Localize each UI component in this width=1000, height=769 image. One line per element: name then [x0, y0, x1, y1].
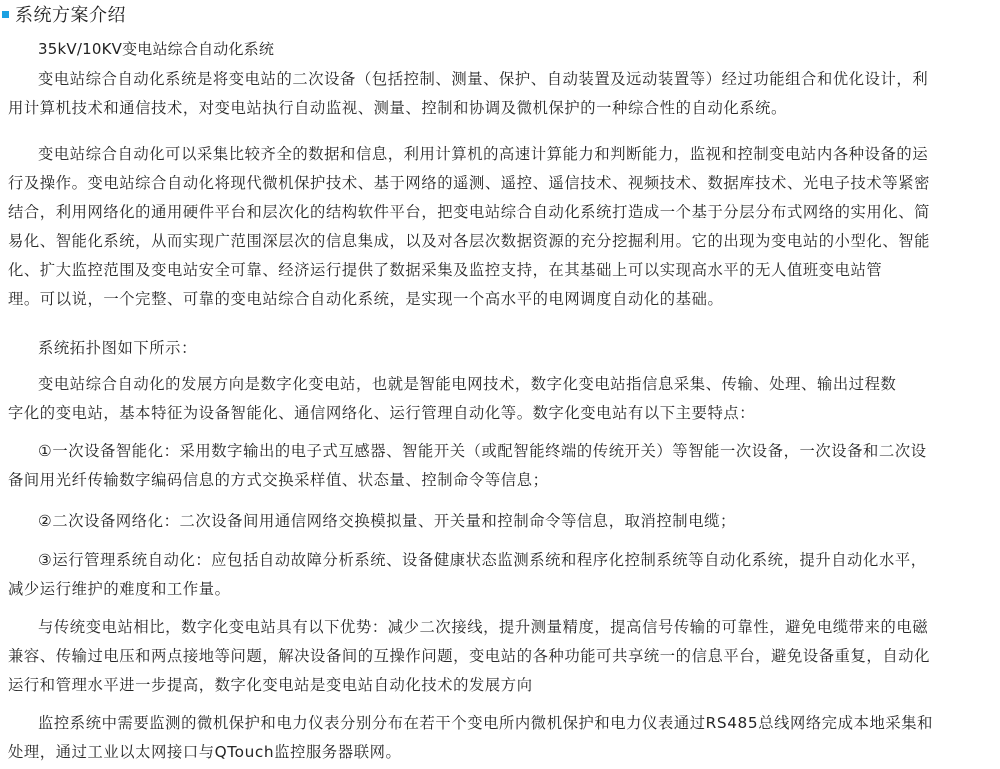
paragraph-monitoring [8, 709, 994, 767]
paragraph-line: ①一次设备智能化：采用数字输出的电子式互感器、智能开关（或配智能终端的传统开关）等智能一次设备，一次设备和二次设 [38, 442, 927, 460]
paragraph-capabilities [8, 140, 994, 314]
paragraph-line: 变电站综合自动化可以采集比较齐全的数据和信息，利用计算机的高速计算能力和判断能力，监视和控制变电站内各种设备的运 [38, 145, 929, 163]
paragraph-line: 化、扩大监控范围及变电站安全可靠、经济运行提供了数据采集及监控支持，在其基础上可以实现高水平的无人值班变电站管 [8, 261, 883, 279]
paragraph-line: 变电站综合自动化的发展方向是数字化变电站，也就是智能电网技术，数字化变电站指信息采集、传输、处理、输出过程数 [38, 375, 897, 393]
paragraph-line: 运行和管理水平进一步提高，数字化变电站是变电站自动化技术的发展方向 [8, 676, 533, 694]
paragraph-line: 用计算机技术和通信技术，对变电站执行自动监视、测量、控制和协调及微机保护的一种综合性的自动化系统。 [8, 99, 787, 117]
section-title: 系统方案介绍 [15, 5, 126, 26]
paragraph-line: 与传统变电站相比，数字化变电站具有以下优势：减少二次接线，提升测量精度，提高信号传输的可靠性，避免电缆带来的电磁 [38, 618, 929, 636]
paragraph-line: ②二次设备网络化：二次设备间用通信网络交换模拟量、开关量和控制命令等信息，取消控制电缆； [38, 512, 736, 530]
paragraph-line: 结合，利用网络化的通用硬件平台和层次化的结构软件平台，把变电站综合自动化系统打造成一个基于分层分布式网络的实用化、简 [8, 203, 931, 221]
paragraph-line: 处理，通过工业以太网接口与QTouch监控服务器联网。 [8, 743, 402, 761]
section-header [2, 0, 126, 28]
paragraph-line: 减少运行维护的难度和工作量。 [8, 580, 231, 598]
paragraph-topology-caption [8, 334, 994, 363]
paragraph-line: 行及操作。变电站综合自动化将现代微机保护技术、基于网络的遥测、遥控、遥信技术、视频技术、数据库技术、光电子技术等紧密 [8, 174, 931, 192]
paragraph-feature-1 [8, 437, 994, 495]
paragraph-line: 系统拓扑图如下所示： [38, 339, 197, 357]
paragraph-line: 监控系统中需要监测的微机保护和电力仪表分别分布在若干个变电所内微机保护和电力仪表通过RS485总线网络完成本地采集和 [38, 714, 934, 732]
paragraph-intro [8, 65, 994, 123]
paragraph-feature-3 [8, 546, 994, 604]
square-bullet-icon [2, 11, 9, 18]
paragraph-line: 兼容、传输过电压和两点接地等问题，解决设备间的互操作问题，变电站的各种功能可共享统一的信息平台，避免设备重复，自动化 [8, 647, 931, 665]
paragraph-line: 变电站综合自动化系统是将变电站的二次设备（包括控制、测量、保护、自动装置及远动装置等）经过功能组合和优化设计，利 [38, 70, 929, 88]
paragraph-line: 备间用光纤传输数字编码信息的方式交换采样值、状态量、控制命令等信息； [8, 471, 549, 489]
paragraph-development [8, 370, 994, 428]
paragraph-line: 理。可以说，一个完整、可靠的变电站综合自动化系统，是实现一个高水平的电网调度自动化的基础。 [8, 290, 724, 308]
paragraph-line: 易化、智能化系统，从而实现广范围深层次的信息集成，以及对各层次数据资源的充分挖掘利用。它的出现为变电站的小型化、智能 [8, 232, 931, 250]
paragraph-line: 字化的变电站，基本特征为设备智能化、通信网络化、运行管理自动化等。数字化变电站有以下主要特点： [8, 404, 756, 422]
paragraph-feature-2 [8, 507, 994, 536]
system-subtitle: 35kV/10KV变电站综合自动化系统 [38, 40, 275, 58]
paragraph-line: ③运行管理系统自动化：应包括自动故障分析系统、设备健康状态监测系统和程序化控制系统等自动化系统，提升自动化水平， [38, 551, 927, 569]
paragraph-advantages [8, 613, 994, 700]
